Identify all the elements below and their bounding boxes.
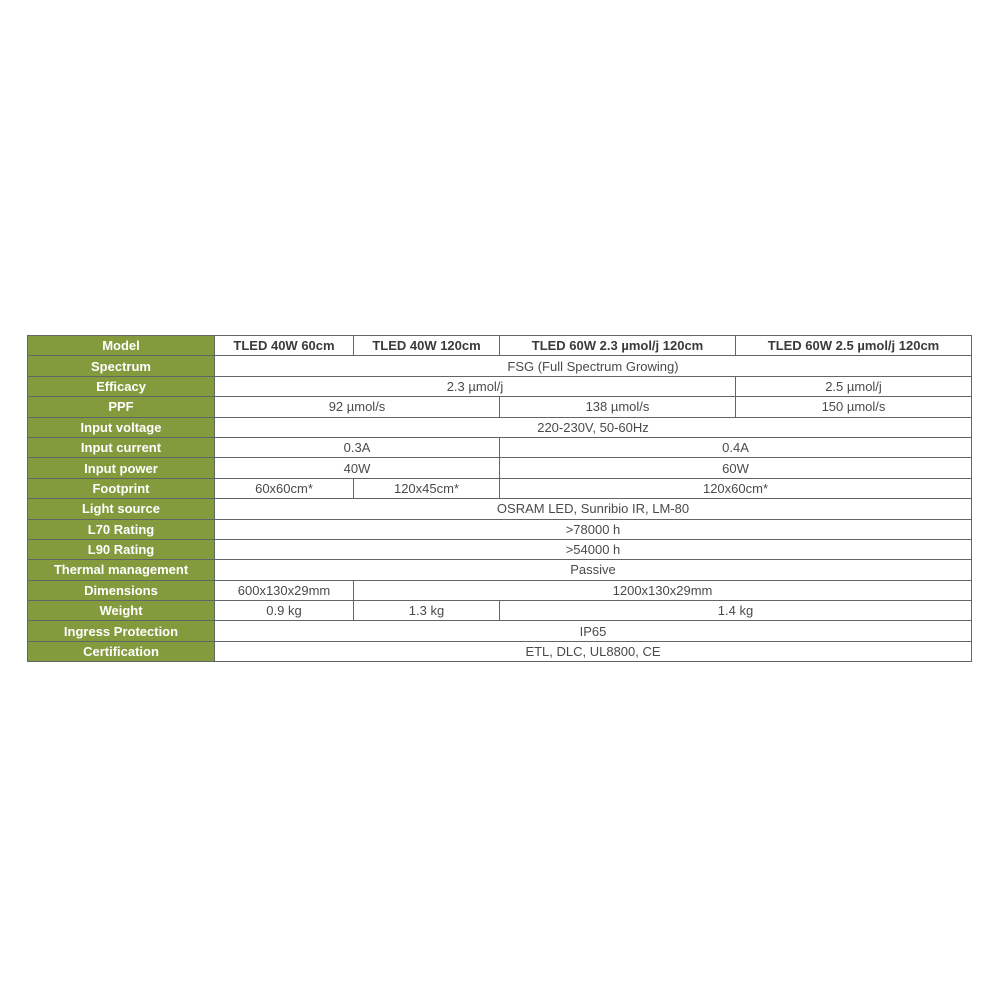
spec-value-weight: 1.3 kg (354, 601, 500, 621)
spec-value-input-current: 0.4A (500, 437, 972, 457)
spec-row-input-voltage (28, 417, 972, 437)
spec-label-input-power: Input power (28, 458, 215, 478)
spec-row-footprint (28, 478, 972, 498)
spec-label-ppf: PPF (28, 397, 215, 417)
spec-value-ppf: 92 µmol/s (215, 397, 500, 417)
spec-value-input-power: 60W (500, 458, 972, 478)
spec-value-light-source: OSRAM LED, Sunribio IR, LM-80 (215, 499, 972, 519)
spec-row-efficacy (28, 376, 972, 396)
spec-value-ppf: 138 µmol/s (500, 397, 736, 417)
spec-value-footprint: 120x45cm* (354, 478, 500, 498)
spec-value-input-current: 0.3A (215, 437, 500, 457)
model-header-tled-40w-60cm: TLED 40W 60cm (215, 336, 354, 356)
spec-label-dimensions: Dimensions (28, 580, 215, 600)
spec-value-weight: 1.4 kg (500, 601, 972, 621)
spec-value-footprint: 120x60cm* (500, 478, 972, 498)
spec-row-input-current (28, 437, 972, 457)
spec-label-ingress-protection: Ingress Protection (28, 621, 215, 641)
spec-label-spectrum: Spectrum (28, 356, 215, 376)
spec-label-efficacy: Efficacy (28, 376, 215, 396)
spec-value-efficacy: 2.5 µmol/j (736, 376, 972, 396)
spec-label-light-source: Light source (28, 499, 215, 519)
spec-label-input-current: Input current (28, 437, 215, 457)
spec-value-l90-rating: >54000 h (215, 539, 972, 559)
model-header-tled-60w-2-3-120cm: TLED 60W 2.3 µmol/j 120cm (500, 336, 736, 356)
spec-row-dimensions (28, 580, 972, 600)
spec-value-ingress-protection: IP65 (215, 621, 972, 641)
spec-value-l70-rating: >78000 h (215, 519, 972, 539)
spec-value-footprint: 60x60cm* (215, 478, 354, 498)
header-row (28, 336, 972, 356)
spec-value-weight: 0.9 kg (215, 601, 354, 621)
spec-label-footprint: Footprint (28, 478, 215, 498)
spec-value-efficacy: 2.3 µmol/j (215, 376, 736, 396)
spec-row-ingress-protection (28, 621, 972, 641)
spec-row-weight (28, 601, 972, 621)
spec-label-thermal-management: Thermal management (28, 560, 215, 580)
spec-value-spectrum: FSG (Full Spectrum Growing) (215, 356, 972, 376)
model-header-tled-60w-2-5-120cm: TLED 60W 2.5 µmol/j 120cm (736, 336, 972, 356)
spec-label-l90-rating: L90 Rating (28, 539, 215, 559)
spec-value-input-voltage: 220-230V, 50-60Hz (215, 417, 972, 437)
spec-value-thermal-management: Passive (215, 560, 972, 580)
spec-label-input-voltage: Input voltage (28, 417, 215, 437)
model-label: Model (28, 336, 215, 356)
spec-value-ppf: 150 µmol/s (736, 397, 972, 417)
spec-row-spectrum (28, 356, 972, 376)
spec-value-input-power: 40W (215, 458, 500, 478)
spec-value-dimensions: 600x130x29mm (215, 580, 354, 600)
spec-label-l70-rating: L70 Rating (28, 519, 215, 539)
spec-row-l90-rating (28, 539, 972, 559)
spec-row-certification (28, 641, 972, 661)
spec-table (27, 335, 972, 662)
spec-row-input-power (28, 458, 972, 478)
spec-row-thermal-management (28, 560, 972, 580)
model-header-tled-40w-120cm: TLED 40W 120cm (354, 336, 500, 356)
spec-label-certification: Certification (28, 641, 215, 661)
spec-row-light-source (28, 499, 972, 519)
spec-value-certification: ETL, DLC, UL8800, CE (215, 641, 972, 661)
spec-row-ppf (28, 397, 972, 417)
spec-value-dimensions: 1200x130x29mm (354, 580, 972, 600)
spec-label-weight: Weight (28, 601, 215, 621)
spec-row-l70-rating (28, 519, 972, 539)
